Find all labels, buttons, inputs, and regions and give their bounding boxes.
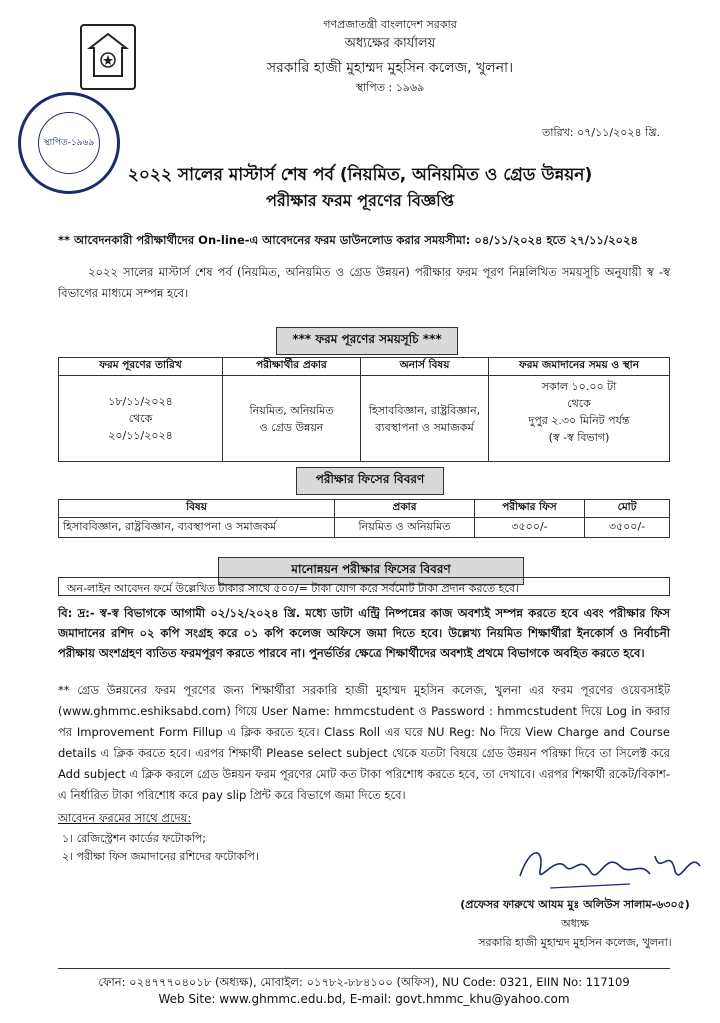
- attachments-title: আবেদন ফরমের সাথে প্রদেয়:: [58, 811, 192, 825]
- type-line: ও গ্রেড উন্নয়ন: [259, 420, 324, 434]
- fee-header-fee: পরীক্ষার ফিস: [475, 500, 585, 518]
- notice-date: তারিখ: ০৭/১১/২০২৪ খ্রি.: [542, 126, 660, 139]
- signatory-name: (প্রফেসর ফারুখে আযম মুঃ অলিউস সালাম-৬৩০৫): [460, 898, 690, 911]
- online-download-note: ** আবেদনকারী পরীক্ষার্থীদের On-line-এ আবেদনের ফরম ডাউনলোড করার সময়সীমা: ০৪/১১/২০২৪ হতে ২৭/১১/২০২৪: [58, 233, 638, 247]
- time-line: দুপুর ২.৩০ মিনিট পর্যন্ত: [528, 414, 630, 427]
- website-link[interactable]: (www.ghmmc.eshiksabd.com): [58, 704, 231, 718]
- fee-cell-total: ৩৫০০/-: [585, 518, 670, 538]
- signatory-role: অধ্যক্ষ: [561, 917, 589, 930]
- schedule-cell-type: [223, 376, 361, 462]
- fee-header-type: প্রকার: [335, 500, 475, 518]
- subject-line: হিসাববিজ্ঞান, রাষ্ট্রবিজ্ঞান,: [368, 403, 481, 417]
- fee-table: [58, 499, 670, 538]
- grade-note-part2: গিয়ে User Name: hmmcstudent ও Password : hmmcstudent দিয়ে Log in করার পর Improvement Form Fillup এ ক্লিক করতে হবে। Class Roll এর ঘরে NU Reg: No দিয়ে View Charge and Course details এ ক্লিক করতে হবে। এরপর শিক্ষার্থী Please select subject থেকে যতটা বিষয়ে গ্রেড উন্নয়ন পরিক্ষা দিবে তা সিলেক্ট করে Add subject এ ক্লিক করলে গ্রেড উন্নয়ন ফরম পূরণের মোট কত টাকা পরিশোধ করতে হবে, তা দেখাবে। এরপর শিক্ষার্থী রকেট/বিকাশ-এ নির্ধারিত টাকা পরিশোধ করে pay slip প্রিন্ট করে বিভাগে জমা দিতে হবে।: [58, 704, 670, 802]
- notice-title: ২০২২ সালের মাস্টার্স শেষ পর্ব (নিয়মিত, অনিয়মিত ও গ্রেড উন্নয়ন): [127, 165, 593, 185]
- schedule-cell-time: [489, 376, 670, 462]
- footer-divider: [58, 968, 670, 969]
- signatory-college: সরকারি হাজী মুহাম্মদ মুহসিন কলেজ, খুলনা।: [478, 936, 672, 949]
- subject-line: ব্যবস্থাপনা ও সমাজকর্ম: [375, 420, 474, 434]
- fee-title: পরীক্ষার ফিসের বিবরণ: [296, 467, 444, 495]
- header-established: স্থাপিত : ১৯৬৯: [355, 81, 425, 94]
- type-line: নিয়মিত, অনিয়মিত: [249, 403, 334, 417]
- fee-header-subject: বিষয়: [59, 500, 335, 518]
- intro-paragraph: ২০২২ সালের মাস্টার্স শেষ পর্ব (নিয়মিত, অনিয়মিত ও গ্রেড উন্নয়ন) পরীক্ষার ফরম পূরণ নিম্নলিখিত সময়সূচি অনুযায়ী স্ব -স্ব বিভাগের মাধ্যমে সম্পন্ন হবে।: [58, 265, 670, 300]
- schedule-header-time: ফরম জমাদানের সময় ও স্থান: [489, 358, 670, 376]
- header-college: সরকারি হাজী মুহাম্মদ মুহসিন কলেজ, খুলনা।: [266, 60, 514, 76]
- grade-note-part1: ** গ্রেড উন্নয়নের ফরম পূরণের জন্য শিক্ষার্থীরা সরকারি হাজী মুহাম্মদ মুহসিন কলেজ, খুলনা এর ফরম পূরণের ওয়েবসাইট: [58, 683, 670, 697]
- date-from: ১৮/১১/২০২৪: [108, 395, 173, 408]
- time-line: থেকে: [567, 397, 591, 410]
- time-line: সকাল ১০.০০ টা: [541, 380, 617, 393]
- schedule-header-type: পরীক্ষার্থীর প্রকার: [223, 358, 361, 376]
- handwritten-signature-icon: [510, 836, 710, 896]
- improvement-text: অন-লাইন আবেদন ফর্মে উল্লেখিত টাকার সাথে ৫০০/= টাকা যোগ করে সর্বমোট টাকা প্রদান করতে হবে।: [58, 577, 670, 596]
- header-government: গণপ্রজাতন্ত্রী বাংলাদেশ সরকার: [323, 18, 457, 31]
- footer-contact: ফোন: ০২৪৭৭৭০৪০১৮ (অধ্যক্ষ), মোবাইল: ০১৭৮২-৮৮৪১০০ (অফিস), NU Code: 0321, EIIN No: 117109: [98, 975, 630, 989]
- list-item: ১। রেজিস্ট্রেশন কার্ডের ফটোকপি;: [62, 832, 207, 845]
- table-row: [59, 518, 670, 538]
- schedule-cell-subject: [361, 376, 489, 462]
- list-item: ২। পরীক্ষা ফিস জমাদানের রশিদের ফটোকপি।: [62, 850, 259, 863]
- grade-improvement-note: [58, 680, 670, 806]
- date-between: থেকে: [128, 412, 153, 425]
- footer-web: Web Site: www.ghmmc.edu.bd, E-mail: govt.hmmc_khu@yahoo.com: [158, 992, 570, 1006]
- notice-subtitle: পরীক্ষার ফরম পূরণের বিজ্ঞপ্তি: [266, 191, 454, 210]
- date-to: ২০/১১/২০২৪: [108, 429, 173, 442]
- fee-header-total: মোট: [585, 500, 670, 518]
- fee-cell-type: নিয়মিত ও অনিয়মিত: [335, 518, 475, 538]
- schedule-header-subject: অনার্স বিষয়: [361, 358, 489, 376]
- schedule-cell-date: [59, 376, 223, 462]
- fee-cell-subject: হিসাববিজ্ঞান, রাষ্ট্রবিজ্ঞান, ব্যবস্থাপনা ও সমাজকর্ম: [59, 518, 335, 538]
- header-office: অধ্যক্ষের কার্যালয়: [344, 36, 436, 51]
- table-row: [59, 376, 670, 462]
- improvement-title: মানোন্নয়ন পরীক্ষার ফিসের বিবরণ: [218, 557, 524, 585]
- seal-text: স্থাপিত-১৯৬৯: [38, 112, 100, 174]
- special-note: বি: দ্র:- স্ব-স্ব বিভাগকে আগামী ০২/১২/২০২৪ খ্রি. মধ্যে ডাটা এন্ট্রি নিষ্পন্নের কাজ অবশ্যই সম্পন্ন করতে হবে এবং পরীক্ষার ফিস জমাদানের রশিদ ০২ কপি সংগ্রহ করে ০১ কপি কলেজ অফিসে জমা দিতে হবে। উল্লেখ্য নিয়মিত শিক্ষার্থীরা ইনকোর্স ও নির্বাচনী পরীক্ষায় অংশগ্রহণ ব্যতিত ফরমপূরণ করতে পারবে না। পুনর্ভর্তির ক্ষেত্রে শিক্ষার্থীদের অবশ্যই প্রথমে বিভাগকে অবহিত করতে হবে।: [58, 606, 670, 660]
- schedule-title: *** ফরম পূরণের সময়সূচি ***: [276, 327, 458, 355]
- schedule-table: [58, 357, 670, 462]
- schedule-header-date: ফরম পূরণের তারিখ: [59, 358, 223, 376]
- fee-cell-fee: ৩৫০০/-: [475, 518, 585, 538]
- time-line: (স্ব -স্ব বিভাগ): [548, 431, 610, 444]
